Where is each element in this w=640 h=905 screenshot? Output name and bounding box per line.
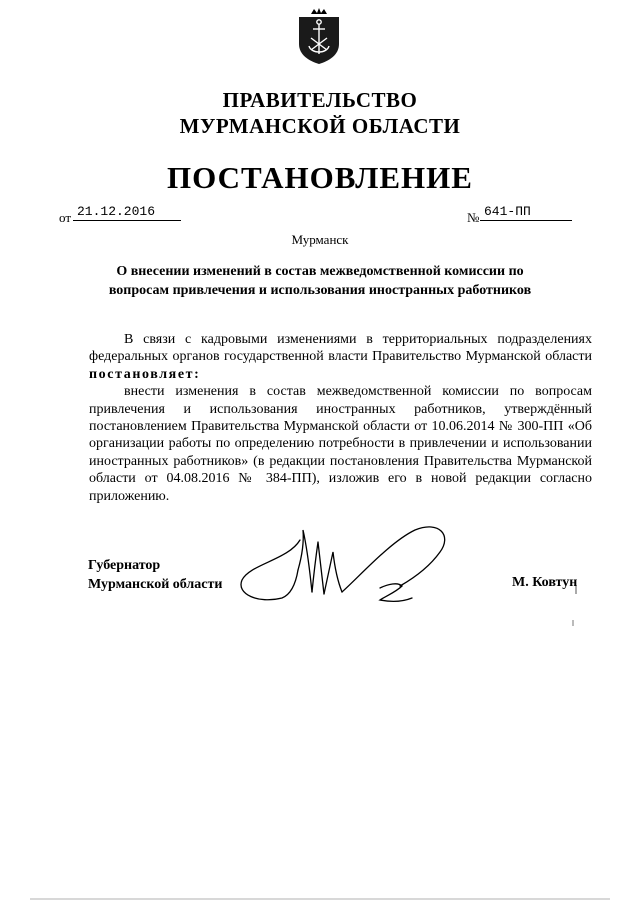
paragraph-preamble — [89, 331, 592, 383]
government-name-line1: ПРАВИТЕЛЬСТВО — [222, 88, 418, 112]
document-number: 641-ПП — [480, 204, 572, 221]
city: Мурманск — [291, 232, 349, 247]
coat-of-arms-icon — [296, 8, 342, 64]
preamble-text: В связи с кадровыми изменениями в территориальных подразделениях федеральных органов государственной власти Правительство Мурманской области — [89, 332, 592, 365]
scan-edge-line — [0, 893, 640, 905]
signatory-title — [88, 556, 222, 594]
date-label: от — [59, 210, 72, 225]
document-date: 21.12.2016 — [73, 204, 181, 221]
paragraph-resolution: внести изменения в состав межведомственной комиссии по вопросам привлечения и использования иностранных работников, утверждённый постановлением Правительства Мурманской области от 10.06.2014 № 300-ПП «Об организации работы по определению потребности в привлечении и использовании иностранных работников» (в редакции постановления Правительства Мурманской области от 04.08.2016 № 384-ПП), изложив его в новой редакции согласно приложению. — [89, 384, 592, 504]
signatory-name: М. Ковтун — [512, 575, 578, 590]
number-label: № — [467, 210, 480, 225]
document-title — [90, 262, 550, 300]
signatory-title-line1: Губернатор — [88, 558, 161, 573]
resolution-keyword: постановляет: — [89, 366, 201, 382]
document-body — [89, 331, 592, 505]
title-line2: вопросам привлечения и использования иностранных работников — [108, 283, 532, 298]
handwritten-signature — [230, 522, 460, 617]
government-name-line2: МУРМАНСКОЙ ОБЛАСТИ — [179, 114, 461, 138]
document-type: ПОСТАНОВЛЕНИЕ — [167, 160, 473, 195]
title-line1: О внесении изменений в состав межведомственной комиссии по — [116, 264, 524, 279]
scan-artifact — [560, 580, 590, 650]
signatory-title-line2: Мурманской области — [88, 577, 223, 592]
